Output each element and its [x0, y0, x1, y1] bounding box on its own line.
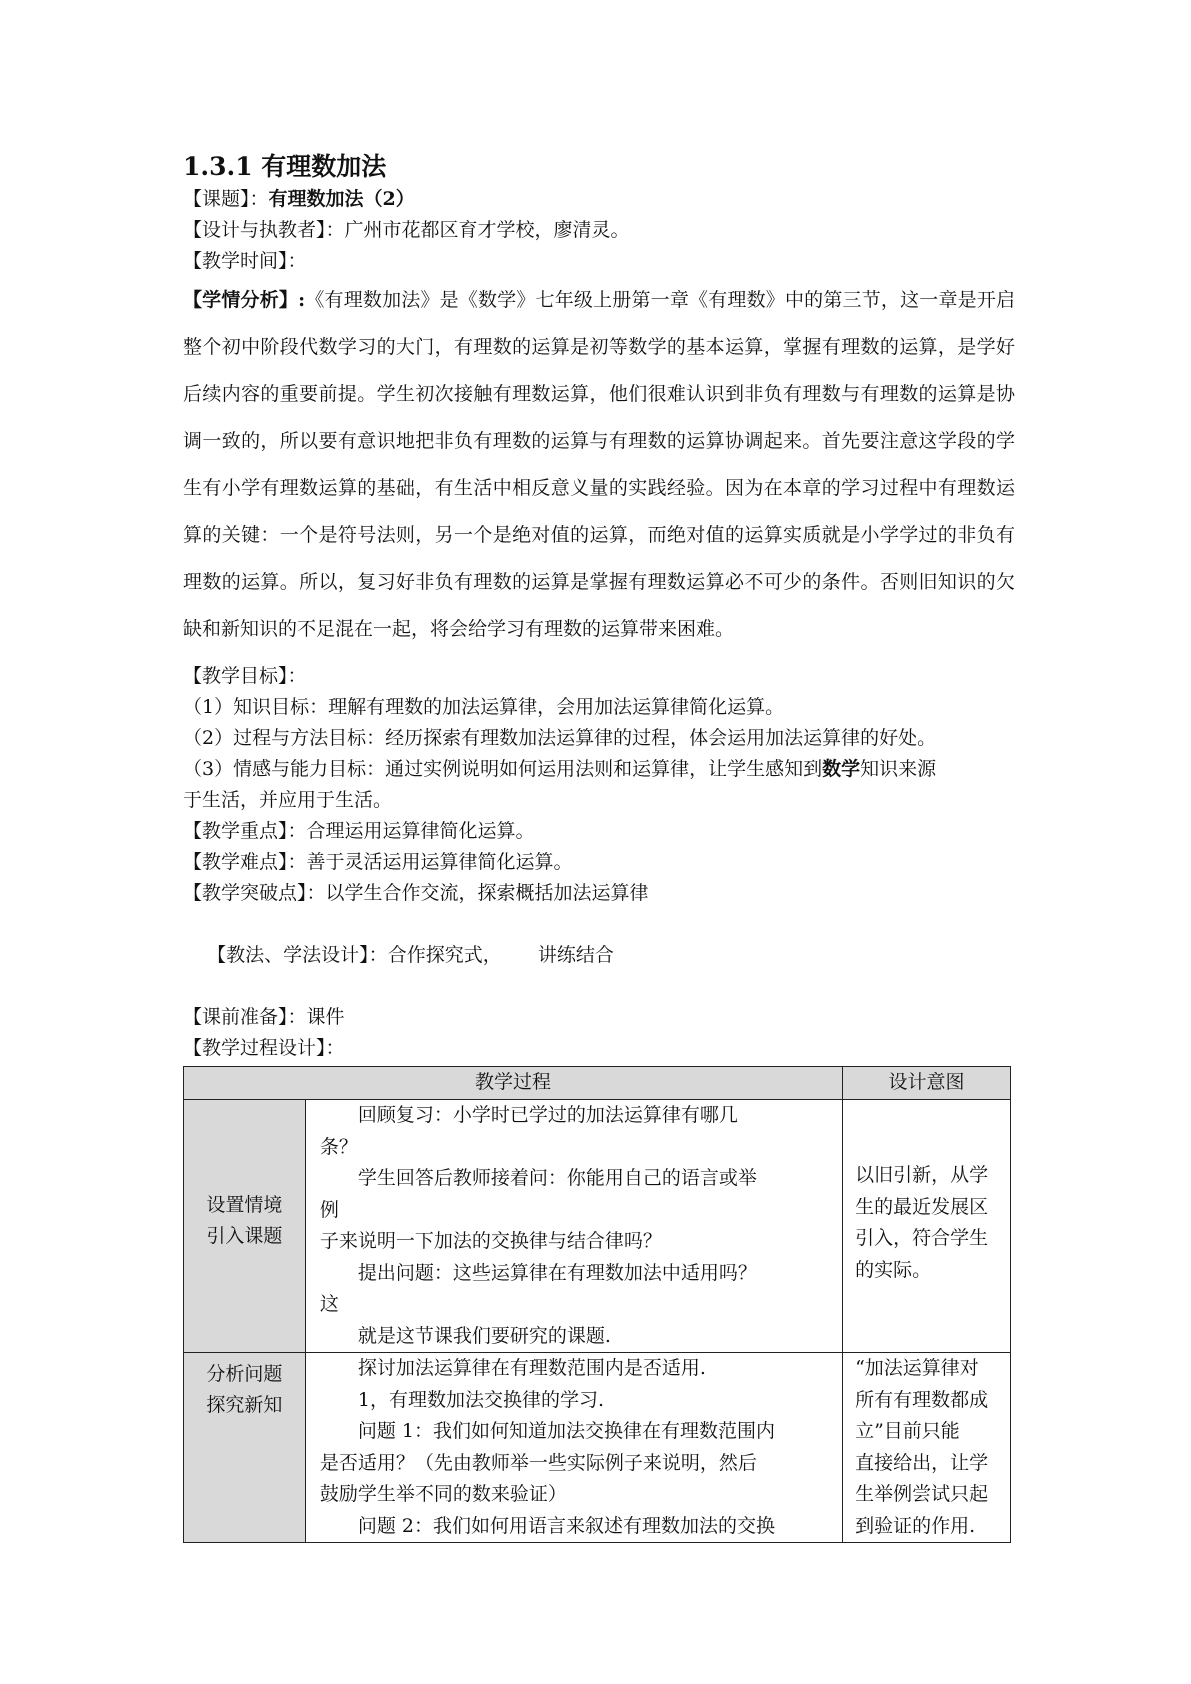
- goals-label: 【教学目标】：: [183, 665, 307, 687]
- page-title: 1.3.1 有理数加法: [183, 152, 387, 181]
- intent-line: 生举例尝试只起: [855, 1483, 989, 1505]
- intent-line: 引入，符合学生: [855, 1227, 989, 1249]
- preparation-label: 【课前准备】：: [183, 1006, 307, 1028]
- intent-line: 直接给出，让学: [855, 1451, 989, 1474]
- process-line: 问题 2：我们如何用语言来叙述有理数加法的交换: [357, 1514, 775, 1537]
- table-row: [184, 1353, 1011, 1543]
- designer-label: 【设计与执教者】：: [183, 219, 345, 241]
- process-line: 子来说明一下加法的交换律与结合律吗？: [319, 1230, 662, 1252]
- analysis-label: 【学情分析】:: [183, 289, 306, 311]
- process-line: 鼓励学生举不同的数来验证）: [319, 1483, 567, 1505]
- breakthrough-label: 【教学突破点】：: [183, 882, 326, 904]
- process-line: 这: [319, 1293, 339, 1315]
- goal-emotion-cont: 于生活，并应用于生活。: [183, 789, 393, 811]
- goal-emotion-bold: 数学: [822, 758, 861, 780]
- intent-line: 到验证的作用.: [855, 1514, 976, 1537]
- stage-label: 设置情境: [206, 1194, 283, 1216]
- breakthrough-line: [183, 878, 1015, 909]
- intent-line: 生的最近发展区: [855, 1195, 989, 1218]
- intent-cell: [843, 1100, 1011, 1353]
- process-line: 1，有理数加法交换律的学习.: [357, 1388, 604, 1411]
- designer-line: [183, 215, 1015, 246]
- method-line: [183, 909, 1015, 1002]
- topic-line: [183, 184, 1015, 215]
- process-line: 条？: [319, 1135, 358, 1158]
- teaching-time-line: [183, 246, 1015, 277]
- goal-process: （2）过程与方法目标：经历探索有理数加法运算律的过程，体会运用加法运算律的好处。: [183, 727, 937, 749]
- preparation-value: 课件: [306, 1006, 345, 1028]
- teaching-time-label: 【教学时间】：: [183, 250, 307, 272]
- key-point-line: [183, 816, 1015, 847]
- process-line: 探讨加法运算律在有理数范围内是否适用.: [357, 1357, 706, 1379]
- goals-section: [183, 661, 1015, 816]
- process-line: 提出问题：这些运算律在有理数加法中适用吗？: [357, 1261, 757, 1284]
- goal-emotion-text: （3）情感与能力目标：通过实例说明如何运用法则和运算律，让学生感知到: [183, 758, 823, 780]
- header-process: 教学过程: [184, 1067, 843, 1100]
- intent-cell: [843, 1353, 1011, 1543]
- stage-label: 分析问题: [206, 1363, 283, 1385]
- process-table: [183, 1066, 1011, 1543]
- intent-line: 所有有理数都成: [855, 1388, 989, 1411]
- difficulty-line: [183, 847, 1015, 878]
- stage-cell: [184, 1353, 306, 1543]
- process-label: 【教学过程设计】：: [183, 1037, 345, 1059]
- process-line: 回顾复习：小学时已学过的加法运算律有哪几: [357, 1104, 738, 1126]
- intent-line: 的实际。: [855, 1258, 932, 1281]
- document-page: [183, 150, 1015, 1543]
- table-row: [184, 1100, 1011, 1353]
- goal-emotion-post: 知识来源: [860, 758, 937, 780]
- process-cell: [305, 1100, 842, 1353]
- process-line: 例: [319, 1198, 339, 1221]
- intent-line: 立”目前只能: [855, 1420, 960, 1442]
- topic-label: 【课题】：: [183, 188, 269, 210]
- analysis-paragraph: [183, 277, 1015, 653]
- stage-cell: [184, 1100, 306, 1353]
- stage-label: 探究新知: [206, 1394, 283, 1416]
- intent-line: 以旧引新，从学: [855, 1164, 989, 1186]
- preparation-line: [183, 1002, 1015, 1033]
- process-line: 是否适用？（先由教师举一些实际例子来说明，然后: [319, 1451, 757, 1474]
- goal-knowledge: （1）知识目标：理解有理数的加法运算律，会用加法运算律简化运算。: [183, 696, 785, 718]
- method-value: 合作探究式， 讲练结合: [387, 944, 614, 966]
- key-point-value: 合理运用运算律简化运算。: [306, 820, 535, 842]
- analysis-text: 《有理数加法》是《数学》七年级上册第一章《有理数》中的第三节，这一章是开启整个初中阶段代数学习的大门，有理数的运算是初等数学的基本运算，掌握有理数的运算，是学好后续内容的重要前提。学生初次接触有理数运算，他们很难认识到非负有理数与有理数的运算是协调一致的，所以要有意识地把非负有理数的运算与有理数的运算协调起来。首先要注意这学段的学生有小学有理数运算的基础，有生活中相反意义量的实践经验。因为在本章的学习过程中有理数运算的关键：一个是符号法则，另一个是绝对值的运算，而绝对值的运算实质就是小学学过的非负有理数的运算。所以，复习好非负有理数的运算是掌握有理数运算必不可少的条件。否则旧知识的欠缺和新知识的不足混在一起，将会给学习有理数的运算带来困难。: [183, 289, 1015, 640]
- goal-emotion: [183, 754, 1015, 785]
- difficulty-label: 【教学难点】：: [183, 851, 307, 873]
- method-label: 【教法、学法设计】：: [207, 944, 388, 966]
- stage-label: 引入课题: [206, 1225, 283, 1247]
- topic-value: 有理数加法（2）: [268, 188, 415, 210]
- key-point-label: 【教学重点】：: [183, 820, 307, 842]
- table-header-row: [184, 1067, 1011, 1100]
- designer-value: 广州市花都区育才学校，廖清灵。: [344, 219, 630, 241]
- difficulty-value: 善于灵活运用运算律简化运算。: [306, 851, 573, 873]
- process-cell: [305, 1353, 842, 1543]
- intent-line: “加法运算律对: [855, 1357, 979, 1379]
- process-line: 问题 1：我们如何知道加法交换律在有理数范围内: [357, 1420, 775, 1442]
- process-line: 学生回答后教师接着问：你能用自己的语言或举: [357, 1167, 757, 1189]
- breakthrough-value: 以学生合作交流，探索概括加法运算律: [325, 882, 649, 904]
- process-line: 就是这节课我们要研究的课题.: [357, 1324, 611, 1347]
- header-intent: 设计意图: [843, 1067, 1011, 1100]
